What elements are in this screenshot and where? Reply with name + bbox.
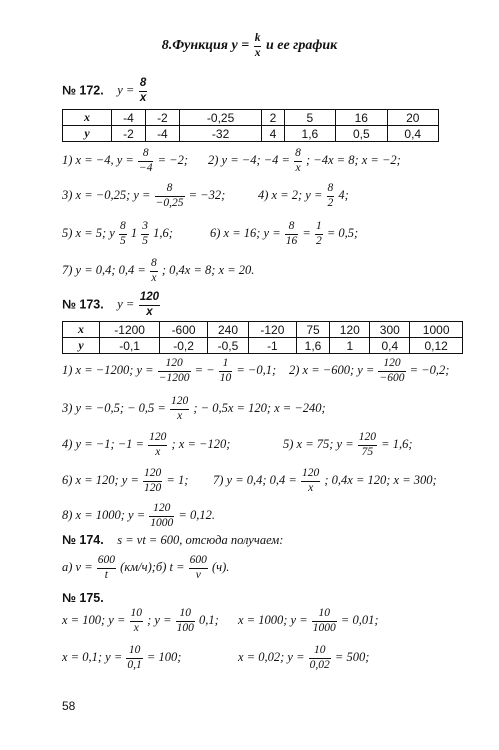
solution-text: 4; bbox=[338, 187, 349, 202]
fraction bbox=[312, 608, 337, 634]
frac-num: 8 bbox=[138, 148, 154, 162]
problem-172-fraction bbox=[139, 78, 147, 104]
solution-text: = −0,1; bbox=[236, 362, 277, 377]
solution-line bbox=[258, 183, 349, 209]
table-173 bbox=[62, 321, 463, 354]
solution-text: 3) x = −0,25; y = bbox=[62, 187, 151, 202]
problem-174-number: № 174. bbox=[62, 533, 104, 547]
solution-text: ; 0,4x = 8; x = 20. bbox=[161, 262, 255, 277]
frac-den: x bbox=[308, 481, 314, 494]
frac-den: 1000 bbox=[312, 621, 336, 634]
table-173-x-row bbox=[63, 322, 463, 338]
solution-line bbox=[62, 608, 219, 634]
title-fraction-numerator: k bbox=[254, 33, 262, 47]
solution-text: = 1,6; bbox=[381, 436, 413, 451]
table-173-y-row bbox=[63, 338, 463, 354]
solution-text: = −32; bbox=[188, 187, 226, 202]
table-cell: 20 bbox=[387, 110, 438, 126]
solution-text: (км/ч);б) t = bbox=[120, 559, 185, 574]
table-172-y-label: y bbox=[63, 126, 112, 142]
solution-text: ; 0,4x = 120; x = 300; bbox=[324, 472, 437, 487]
frac-num: 120 bbox=[358, 432, 377, 446]
frac-num: 8 bbox=[285, 221, 299, 235]
table-cell: 1,6 bbox=[284, 126, 335, 142]
frac-den: 0,1 bbox=[127, 658, 142, 671]
solution-text: x = 0,02; y = bbox=[238, 649, 305, 664]
solution-text: = bbox=[302, 225, 311, 240]
solution-line bbox=[238, 608, 379, 634]
fraction bbox=[158, 358, 191, 384]
fraction bbox=[138, 148, 154, 174]
frac-num: 600 bbox=[189, 555, 208, 569]
frac-den: x bbox=[155, 445, 161, 458]
frac-num: 1 bbox=[315, 221, 323, 235]
table-cell: 4 bbox=[262, 126, 284, 142]
fraction bbox=[315, 221, 323, 247]
frac-num: 10 bbox=[126, 645, 142, 659]
solution-line bbox=[62, 645, 181, 671]
fraction bbox=[141, 221, 149, 247]
frac-den: 10 bbox=[219, 371, 232, 384]
solution-text: 6) x = 120; y = bbox=[62, 472, 139, 487]
frac-den: x bbox=[139, 91, 147, 104]
problem-172-header bbox=[62, 78, 148, 104]
table-cell: 1,6 bbox=[296, 338, 330, 354]
fraction bbox=[119, 221, 127, 247]
solution-line bbox=[62, 503, 215, 529]
table-172-y-row bbox=[63, 126, 439, 142]
solution-line bbox=[213, 468, 437, 494]
table-cell: 5 bbox=[284, 110, 335, 126]
solution-text: 7) y = 0,4; 0,4 = bbox=[62, 262, 146, 277]
title-fraction bbox=[254, 33, 262, 59]
table-cell: -2 bbox=[112, 126, 146, 142]
frac-num: 120 bbox=[301, 468, 320, 482]
solution-text: ; x = −120; bbox=[171, 436, 231, 451]
frac-den: −1200 bbox=[158, 371, 190, 384]
table-172-x-row bbox=[63, 110, 439, 126]
table-cell: 0,5 bbox=[336, 126, 387, 142]
solution-line bbox=[62, 468, 188, 494]
problem-172-eq: y = bbox=[117, 83, 135, 98]
solution-line bbox=[62, 258, 254, 284]
frac-den: 5 bbox=[142, 234, 148, 247]
solution-text: а) v = bbox=[62, 559, 93, 574]
problem-173-number: № 173. bbox=[62, 297, 104, 312]
solution-text: 8) x = 1000; y = bbox=[62, 507, 146, 522]
table-cell: -0,25 bbox=[179, 110, 261, 126]
frac-den: −4 bbox=[138, 161, 153, 174]
solution-line bbox=[289, 358, 449, 384]
solution-text: 2) x = −600; y = bbox=[289, 362, 375, 377]
frac-num: 10 bbox=[312, 608, 337, 622]
table-cell: -0,5 bbox=[207, 338, 248, 354]
table-cell: -600 bbox=[160, 322, 208, 338]
frac-num: 120 bbox=[139, 292, 160, 306]
solution-text: = − bbox=[194, 362, 215, 377]
fraction bbox=[149, 503, 174, 529]
frac-den: −600 bbox=[379, 371, 405, 384]
solution-text: x = 0,1; y = bbox=[62, 649, 123, 664]
frac-num: 10 bbox=[309, 645, 331, 659]
problem-175-header bbox=[62, 591, 104, 605]
solution-text: = −2; bbox=[157, 152, 189, 167]
solution-text: (ч). bbox=[212, 559, 230, 574]
table-cell: 1 bbox=[330, 338, 370, 354]
problem-174-header bbox=[62, 533, 283, 548]
solution-line bbox=[283, 432, 413, 458]
solution-text: 6) x = 16; y = bbox=[210, 225, 281, 240]
solution-text: 1) x = −1200; y = bbox=[62, 362, 154, 377]
frac-den: v bbox=[195, 568, 201, 581]
solution-text: x = 100; y = bbox=[62, 612, 126, 627]
solution-text: 1) x = −4, y = bbox=[62, 152, 134, 167]
solution-line bbox=[238, 645, 369, 671]
frac-den: 1000 bbox=[150, 516, 174, 529]
solution-text: = 0,5; bbox=[326, 225, 359, 240]
fraction bbox=[126, 645, 142, 671]
solution-text: = 1; bbox=[166, 472, 189, 487]
problem-172-number: № 172. bbox=[62, 83, 104, 98]
solution-line bbox=[62, 555, 229, 581]
frac-den: 0,02 bbox=[309, 658, 330, 671]
table-172 bbox=[62, 109, 439, 142]
solution-line bbox=[62, 148, 188, 174]
solution-text: = 500; bbox=[334, 649, 370, 664]
frac-num: 120 bbox=[149, 503, 174, 517]
solution-text: = 100; bbox=[146, 649, 182, 664]
fraction bbox=[285, 221, 299, 247]
frac-num: 8 bbox=[139, 78, 147, 92]
solution-text: x = 1000; y = bbox=[238, 612, 308, 627]
table-cell: 0,12 bbox=[410, 338, 463, 354]
solution-text: 4) x = 2; y = bbox=[258, 187, 323, 202]
table-cell: -1 bbox=[249, 338, 297, 354]
table-cell: 16 bbox=[336, 110, 387, 126]
table-cell: 0,4 bbox=[387, 126, 438, 142]
frac-num: 1 bbox=[219, 358, 233, 372]
solution-line bbox=[62, 221, 173, 247]
solution-text: ; − 0,5x = 120; x = −240; bbox=[193, 400, 326, 415]
solution-line bbox=[62, 358, 276, 384]
solution-line bbox=[62, 183, 225, 209]
table-cell: -4 bbox=[145, 126, 179, 142]
table-cell: 75 bbox=[296, 322, 330, 338]
frac-num: 120 bbox=[170, 396, 189, 410]
page-title bbox=[0, 33, 499, 59]
fraction bbox=[358, 432, 377, 458]
frac-den: 2 bbox=[315, 234, 322, 247]
frac-den: 120 bbox=[144, 481, 162, 494]
solution-text: 1 bbox=[130, 225, 138, 240]
frac-den: x bbox=[146, 305, 153, 318]
table-cell: -1200 bbox=[100, 322, 160, 338]
frac-num: 8 bbox=[119, 221, 127, 235]
frac-den: −0,25 bbox=[155, 196, 184, 209]
fraction bbox=[130, 608, 144, 634]
frac-den: t bbox=[104, 568, 108, 581]
solution-text: 2) y = −4; −4 = bbox=[208, 152, 290, 167]
problem-173-eq: y = bbox=[117, 297, 135, 312]
table-cell: -120 bbox=[249, 322, 297, 338]
fraction bbox=[189, 555, 208, 581]
frac-num: 120 bbox=[158, 358, 191, 372]
frac-num: 120 bbox=[148, 432, 167, 446]
solution-text: 5) x = 5; y bbox=[62, 225, 115, 240]
solution-line bbox=[62, 432, 230, 458]
frac-num: 8 bbox=[327, 183, 335, 197]
title-suffix: и ее график bbox=[265, 38, 338, 54]
frac-num: 8 bbox=[294, 148, 302, 162]
solution-line bbox=[208, 148, 401, 174]
page-number: 58 bbox=[62, 699, 76, 713]
problem-173-header bbox=[62, 292, 161, 318]
solution-text: 5) x = 75; y = bbox=[283, 436, 354, 451]
table-172-x-label: x bbox=[63, 110, 112, 126]
table-cell: -0,2 bbox=[160, 338, 208, 354]
fraction bbox=[309, 645, 331, 671]
fraction bbox=[294, 148, 302, 174]
frac-den: x bbox=[151, 271, 157, 284]
solution-text: 7) y = 0,4; 0,4 = bbox=[213, 472, 297, 487]
problem-174-text: s = vt = 600, отсюда получаем: bbox=[117, 533, 284, 547]
frac-den: x bbox=[177, 409, 183, 422]
table-cell: -32 bbox=[179, 126, 261, 142]
title-fraction-denominator: x bbox=[254, 46, 261, 59]
frac-den: 2 bbox=[327, 196, 334, 209]
solution-text: 3) y = −0,5; − 0,5 = bbox=[62, 400, 166, 415]
solution-text: 1,6; bbox=[153, 225, 173, 240]
frac-den: 100 bbox=[176, 621, 194, 634]
solution-text: = −0,2; bbox=[409, 362, 450, 377]
solution-text: 4) y = −1; −1 = bbox=[62, 436, 144, 451]
solution-text: 0,1; bbox=[199, 612, 219, 627]
solution-line bbox=[210, 221, 358, 247]
solution-text: ; −4x = 8; x = −2; bbox=[306, 152, 401, 167]
problem-173-fraction bbox=[139, 292, 160, 318]
frac-num: 3 bbox=[141, 221, 149, 235]
title-equation: y = bbox=[231, 38, 250, 54]
table-cell: 300 bbox=[370, 322, 410, 338]
problem-175-number: № 175. bbox=[62, 591, 104, 605]
solution-line bbox=[62, 396, 326, 422]
frac-num: 600 bbox=[97, 555, 116, 569]
table-cell: 0,4 bbox=[370, 338, 410, 354]
fraction bbox=[378, 358, 405, 384]
table-173-x-label: x bbox=[63, 322, 100, 338]
frac-den: 16 bbox=[285, 234, 298, 247]
frac-num: 10 bbox=[130, 608, 144, 622]
table-cell: 1000 bbox=[410, 322, 463, 338]
table-cell: 240 bbox=[207, 322, 248, 338]
frac-den: 5 bbox=[119, 234, 126, 247]
frac-num: 8 bbox=[155, 183, 185, 197]
solution-text: ; y = bbox=[147, 612, 172, 627]
table-cell: -4 bbox=[112, 110, 146, 126]
fraction bbox=[155, 183, 185, 209]
frac-den: x bbox=[133, 621, 139, 634]
frac-num: 8 bbox=[150, 258, 158, 272]
fraction bbox=[301, 468, 320, 494]
solution-text: = 0,01; bbox=[340, 612, 379, 627]
fraction bbox=[143, 468, 162, 494]
frac-den: 75 bbox=[361, 445, 374, 458]
fraction bbox=[219, 358, 233, 384]
fraction bbox=[327, 183, 335, 209]
frac-den: x bbox=[295, 161, 301, 174]
frac-num: 10 bbox=[176, 608, 195, 622]
solution-text: = 0,12. bbox=[178, 507, 215, 522]
table-173-y-label: y bbox=[63, 338, 100, 354]
table-cell: -2 bbox=[145, 110, 179, 126]
frac-num: 120 bbox=[143, 468, 162, 482]
fraction bbox=[170, 396, 189, 422]
table-cell: -0,1 bbox=[100, 338, 160, 354]
table-cell: 120 bbox=[330, 322, 370, 338]
fraction bbox=[97, 555, 116, 581]
title-prefix: 8.Функция bbox=[161, 38, 229, 54]
fraction bbox=[150, 258, 158, 284]
fraction bbox=[148, 432, 167, 458]
fraction bbox=[176, 608, 195, 634]
table-cell: 2 bbox=[262, 110, 284, 126]
frac-num: 120 bbox=[378, 358, 405, 372]
